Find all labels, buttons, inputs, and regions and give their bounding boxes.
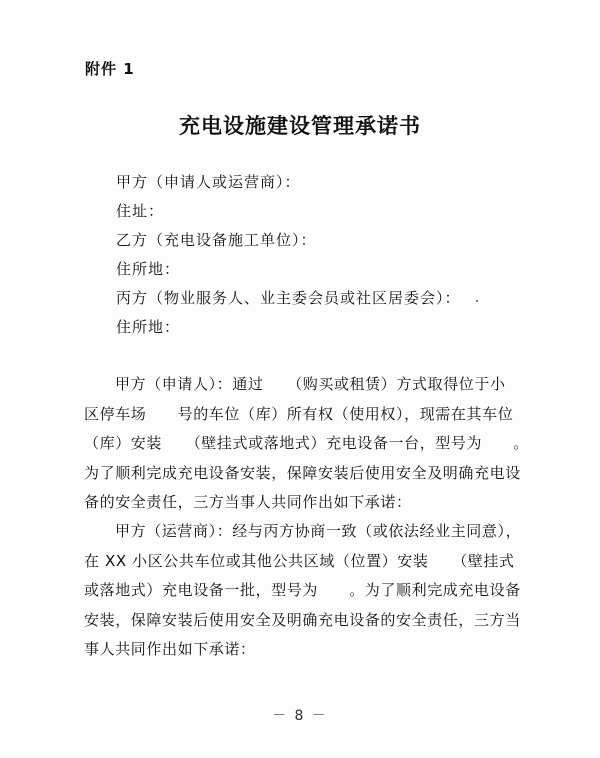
- paragraph-line: 备的安全责任，三方当事人共同作出如下承诺：: [84, 493, 412, 511]
- scan-speck: [476, 300, 478, 302]
- attachment-label: 附件 1: [85, 60, 135, 78]
- document-title: 充电设施建设管理承诺书: [179, 113, 421, 138]
- paragraph-applicant: [84, 370, 544, 518]
- paragraph-line: 或落地式）充电设备一批，型号为 。为了顺利完成充电设备: [84, 581, 521, 599]
- paragraph-line: 在 XX 小区公共车位或其他公共区域（位置）安装 （壁挂式: [84, 551, 515, 570]
- party-c-address-line: 住所地：: [116, 318, 181, 336]
- party-c-line: 丙方（物业服务人、业主委会员或社区居委会）：: [116, 289, 461, 307]
- party-b-line: 乙方（充电设备施工单位）：: [116, 231, 317, 249]
- paragraph-operator: [84, 517, 544, 665]
- page-number: － 8 －: [272, 708, 328, 724]
- paragraph-line: 甲方（申请人）：通过 （购买或租赁）方式取得位于小: [115, 375, 506, 393]
- paragraph-line: 安装，保障安装后使用安全及明确充电设备的安全责任，三方当: [84, 610, 521, 629]
- paragraph-line: 为了顺利完成充电设备安装，保障安装后使用安全及明确充电设: [84, 463, 521, 482]
- party-a-address-line: 住址：: [116, 202, 165, 220]
- paragraph-line: 甲方（运营商）：经与丙方协商一致（或依法经业主同意），: [115, 522, 522, 540]
- paragraph-line: （库）安装 （壁挂式或落地式）充电设备一台，型号为 。: [84, 434, 529, 452]
- paragraph-line: 事人共同作出如下承诺：: [84, 640, 256, 658]
- party-a-line: 甲方（申请人或运营商）：: [116, 173, 301, 191]
- party-b-address-line: 住所地：: [116, 260, 181, 278]
- paragraph-line: 区停车场 号的车位（库）所有权（使用权），现需在其车位: [84, 404, 514, 423]
